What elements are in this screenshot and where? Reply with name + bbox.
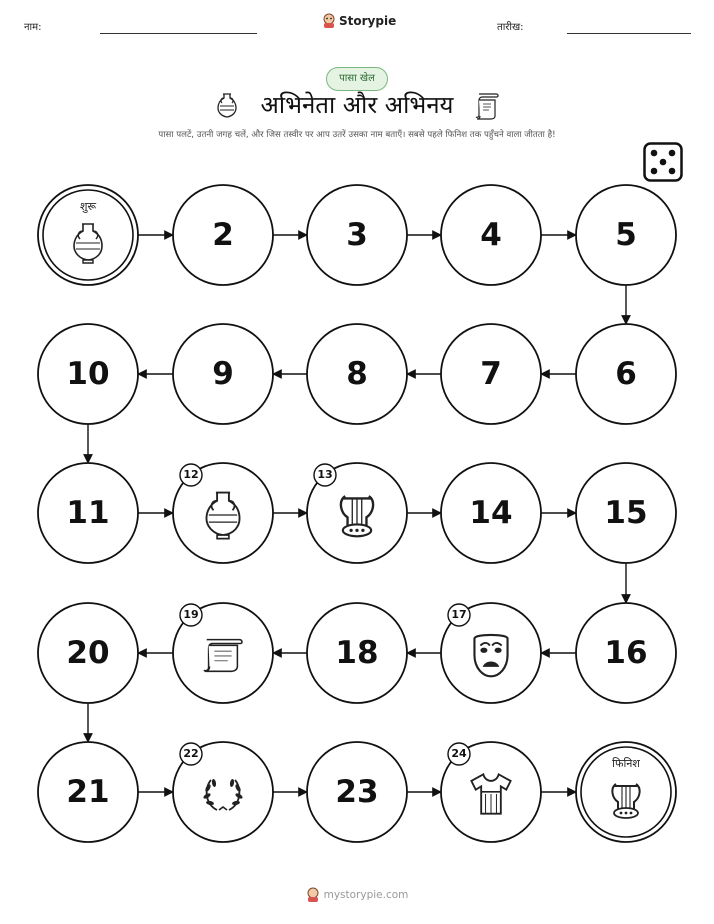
instructions: पासा पलटें, उतनी जगह चलें, और जिस तस्वीर पर आप उतरें उसका नाम बताएँ। सबसे पहले फिनिश तक पहुँचने वाला जीतता है! <box>158 130 556 140</box>
theater-mask-icon <box>474 635 507 676</box>
space-number-tag: 24 <box>451 747 467 760</box>
space-number: 6 <box>615 356 637 392</box>
space-number: 15 <box>604 495 648 531</box>
finish-label: फिनिश <box>612 757 640 770</box>
name-label: नाम: <box>24 22 42 33</box>
footer <box>0 887 714 903</box>
space-number: 16 <box>604 635 648 671</box>
space-number: 18 <box>335 635 379 671</box>
brand-name: Storypie <box>339 14 397 28</box>
space-number-tag: 19 <box>183 608 199 621</box>
space-number: 23 <box>335 774 379 810</box>
space-number-tag: 17 <box>451 608 467 621</box>
page-title: अभिनेता और अभिनय <box>260 91 454 119</box>
space-number: 20 <box>66 635 110 671</box>
date-label: तारीख: <box>497 22 524 33</box>
start-label: शुरू <box>79 200 97 213</box>
space-number: 10 <box>66 356 110 392</box>
space-number: 9 <box>212 356 234 392</box>
footer-url: mystorypie.com <box>323 889 409 901</box>
space-number-tag: 12 <box>183 468 199 481</box>
space-number: 2 <box>212 217 234 253</box>
game-type-badge: पासा खेल <box>326 67 388 91</box>
space-number: 3 <box>346 217 368 253</box>
space-number: 7 <box>480 356 502 392</box>
space-number: 11 <box>66 495 110 531</box>
space-number: 8 <box>346 356 368 392</box>
storypie-mascot-icon <box>306 887 320 903</box>
space-number-tag: 22 <box>183 747 199 760</box>
space-number: 21 <box>66 774 110 810</box>
space-number: 14 <box>469 495 513 531</box>
space-number: 4 <box>480 217 502 253</box>
space-number: 5 <box>615 217 637 253</box>
space-number-tag: 13 <box>317 468 333 481</box>
